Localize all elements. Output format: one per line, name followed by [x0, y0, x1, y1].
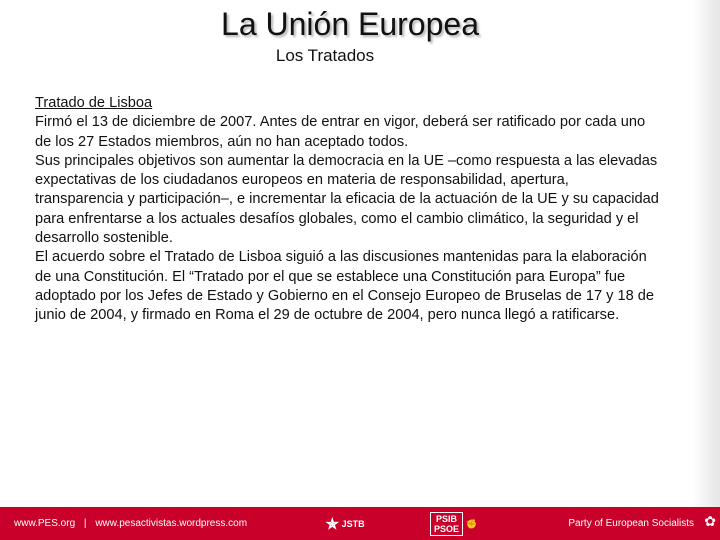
rose-icon: ✿ — [704, 513, 716, 529]
right-decoration — [692, 0, 720, 540]
section-heading: Tratado de Lisboa — [35, 95, 153, 111]
party-name: Party of European Socialists — [568, 518, 694, 529]
footer-links — [14, 518, 253, 529]
jstb-logo-text: JSTB — [341, 519, 365, 529]
slide-body — [35, 94, 660, 326]
psib-text: PSIB — [436, 514, 458, 524]
paragraph-3: El acuerdo sobre el Tratado de Lisboa siguió a las discusiones mantenidas para la elaboración de una Constitución. El “Tratado por el que se establece una Constitución para Europa” fue adoptado por los Jefes de Estado y Gobierno en el Consejo Europeo de Bruselas de 17 y 18 de junio de 2004, y firmado en Roma el 29 de octubre de 2004, pero nunca llegó a ratificarse. — [35, 249, 655, 324]
paragraph-1: Firmó el 13 de diciembre de 2007. Antes de entrar en vigor, deberá ser ratificado por cada uno de los 27 Estados miembros, aún no han aceptado todos. — [35, 114, 646, 150]
psoe-box — [430, 512, 463, 536]
link-separator: | — [83, 518, 87, 529]
psoe-text: PSOE — [434, 524, 460, 534]
pes-link[interactable]: www.PES.org — [14, 518, 76, 529]
pesactivistas-link[interactable]: www.pesactivistas.wordpress.com — [95, 518, 248, 529]
star-icon: ✯ — [326, 515, 339, 533]
jstb-logo — [326, 511, 365, 537]
fist-rose-icon: ✊ — [466, 518, 478, 529]
psib-psoe-logo — [430, 511, 477, 537]
slide-title: La Unión Europea — [221, 6, 479, 42]
slide-subtitle: Los Tratados — [275, 46, 375, 65]
paragraph-2: Sus principales objetivos son aumentar la democracia en la UE –como respuesta a las elevadas expectativas de los ciudadanos europeos en materia de responsabilidad, apertura, transparencia y participación–, e incrementar la eficacia de la actuación de la UE y su capacidad para enfrentarse a los actuales desafíos globales, como el cambio climático, la seguridad y el desarrollo sostenible. — [35, 152, 659, 247]
footer-bar — [0, 507, 720, 540]
